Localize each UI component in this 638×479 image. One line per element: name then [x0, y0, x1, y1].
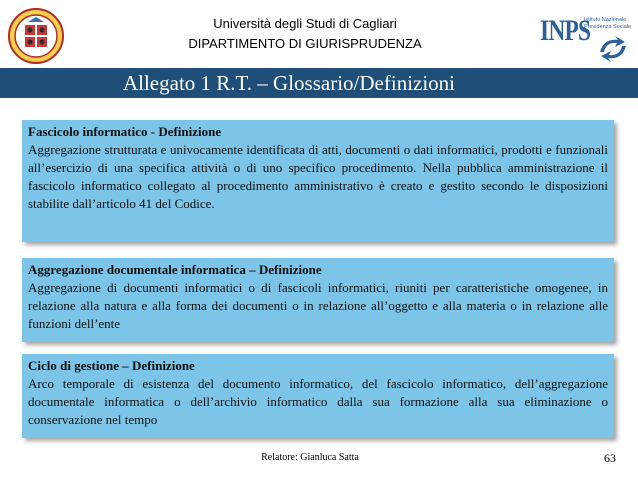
header: [150, 14, 460, 54]
inps-wordmark: INPS: [540, 14, 591, 47]
definition-body: Aggregazione di documenti informatici o di fascicoli informatici, riuniti per caratteristiche omogenee, in relazione alla natura e alla forma dei documenti o in relazione all’oggetto e alla materia o in relazione alle funzioni dell’ente: [28, 280, 608, 331]
department-name: DIPARTIMENTO DI GIURISPRUDENZA: [188, 36, 422, 51]
definition-box-fascicolo: [22, 120, 614, 242]
definition-title: Ciclo di gestione – Definizione: [28, 358, 195, 373]
university-seal-logo: [8, 8, 64, 64]
title-bar: [0, 68, 638, 98]
inps-logo: [540, 10, 636, 68]
inps-swirl-icon: [596, 34, 630, 64]
definition-body: Aggregazione strutturata e univocamente identificata di atti, documenti o dati informatici, prodotti e funzionali all’esercizio di una specifica attività o di uno specifico procedimento. Nella pubblica amministrazione il fascicolo informatico collegato al procedimento amministrativo è creato e gestito secondo le disposizioni stabilite dall’articolo 41 del Codice.: [28, 142, 608, 211]
definition-body: Arco temporale di esistenza del documento informatico, del fascicolo informatico, dell’aggregazione documentale informatica o dell’archivio informatico dalla sua formazione alla sua eliminazione o conservazione nel tempo: [28, 376, 608, 427]
slide-title: Allegato 1 R.T. – Glossario/Definizioni: [122, 71, 456, 95]
definition-box-ciclo: [22, 354, 614, 438]
definition-box-aggregazione: [22, 258, 614, 342]
footer-author: Relatore: Gianluca Satta: [261, 452, 359, 463]
inps-subtitle: Istituto Nazionale Previdenza Sociale: [584, 17, 632, 30]
definition-title: Fascicolo informatico - Definizione: [28, 124, 222, 139]
page-number: 63: [604, 451, 616, 465]
definition-title: Aggregazione documentale informatica – Definizione: [28, 262, 322, 277]
university-name: Università degli Studi di Cagliari: [213, 16, 397, 31]
